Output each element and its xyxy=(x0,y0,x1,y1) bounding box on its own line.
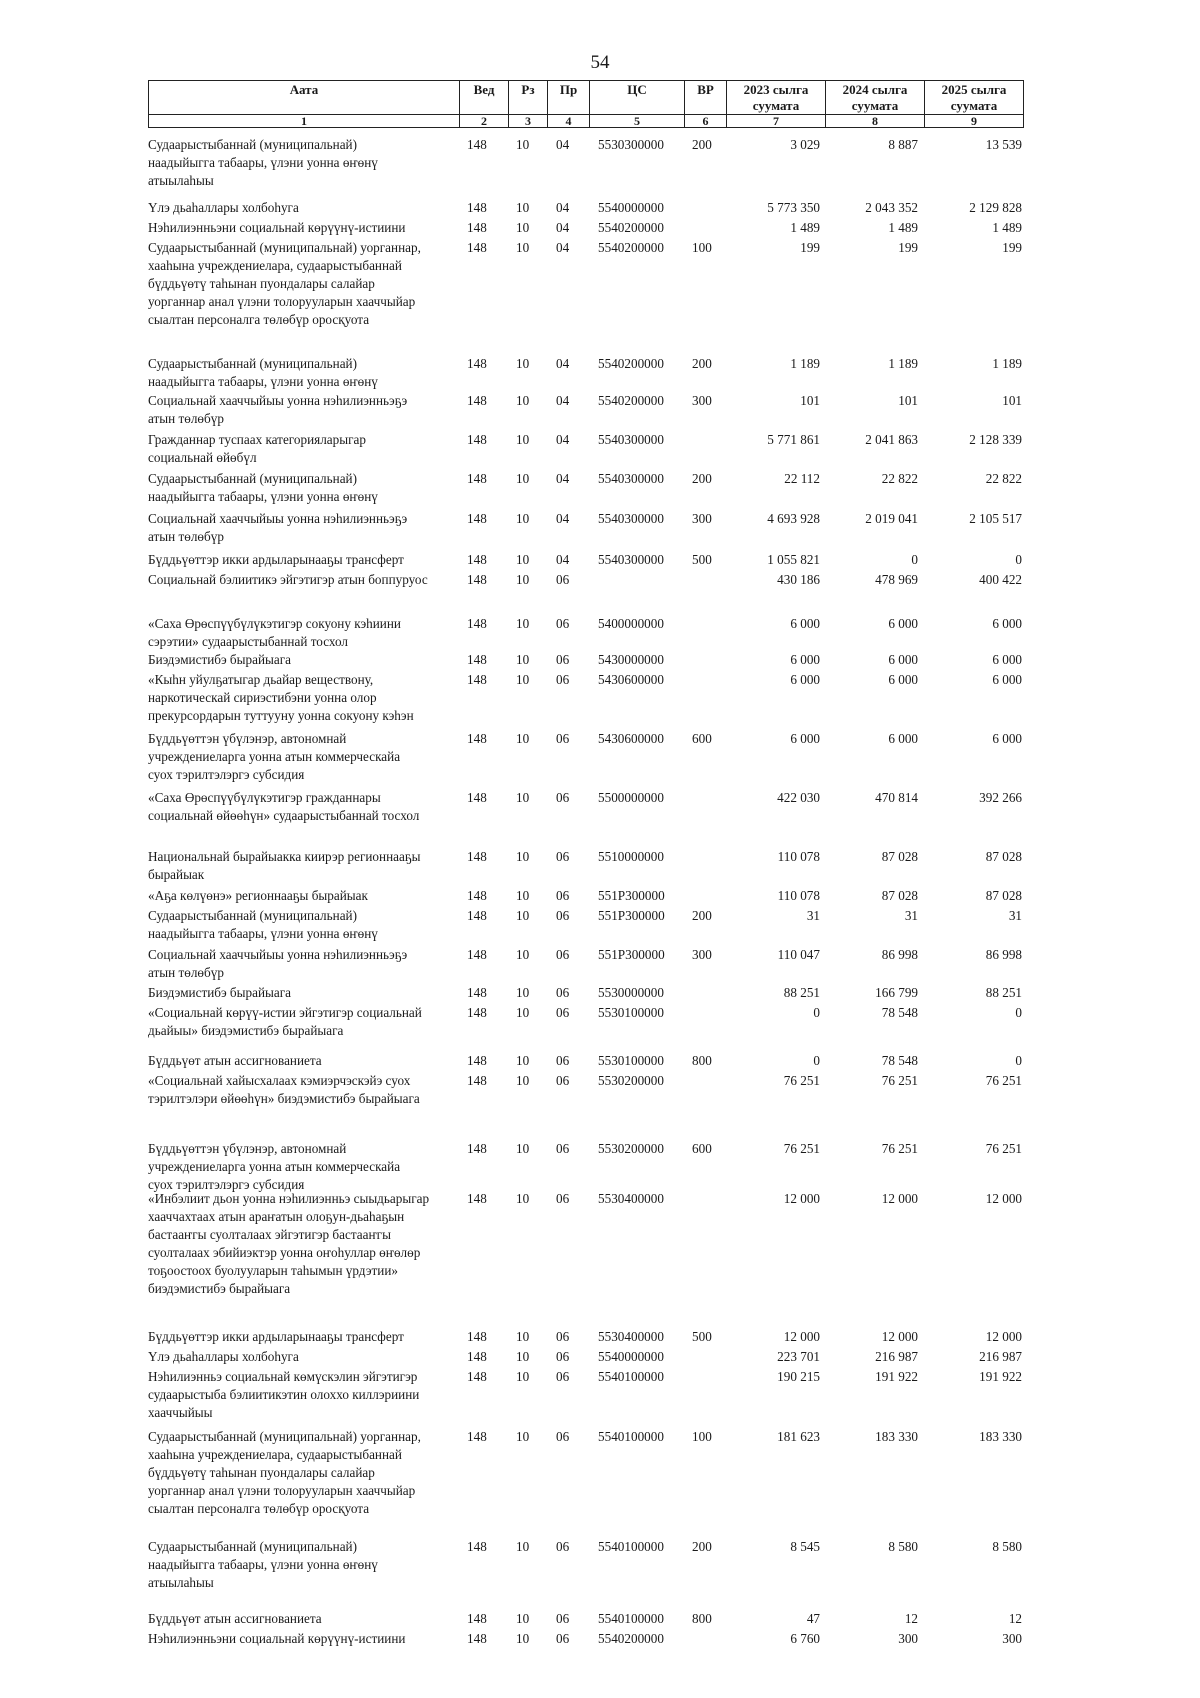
row-pr-cell: 04 xyxy=(556,137,570,152)
header-ved: Вед xyxy=(460,81,509,115)
row-y2024-cell: 6 000 xyxy=(888,731,918,746)
row-y2024-cell: 78 548 xyxy=(881,1005,918,1020)
row-y2024-cell: 199 xyxy=(898,240,918,255)
row-ved-cell: 148 xyxy=(467,1073,487,1088)
row-y2025-cell: 216 987 xyxy=(979,1349,1022,1364)
row-y2024-cell: 0 xyxy=(911,552,918,567)
row-y2024-cell: 8 580 xyxy=(888,1539,918,1554)
row-rz-cell: 10 xyxy=(516,985,530,1000)
row-y2024-cell: 478 969 xyxy=(875,572,918,587)
row-name-cell: Үлэ дьаһаллары холбоһуга xyxy=(148,1349,299,1364)
row-y2025-cell: 199 xyxy=(1002,240,1022,255)
row-ved-cell: 148 xyxy=(467,1053,487,1068)
row-rz-cell: 10 xyxy=(516,137,530,152)
row-y2024-cell: 12 xyxy=(904,1611,918,1626)
header-number: 9 xyxy=(925,115,1024,128)
table-header xyxy=(148,80,1024,128)
row-cs-cell: 5540300000 xyxy=(598,471,664,486)
row-cs-cell: 5530000000 xyxy=(598,985,664,1000)
row-name-cell: Судаарыстыбаннай (муниципальнай) уорганнар, хааһына учреждениелара, судаарыстыбаннай бүддьүөтү таһынан пуондалары салайар уорганнар анал үлэни толорууларын хааччыйар сыалтан персоналга төлөбүр оросқуота xyxy=(148,240,421,327)
row-pr-cell: 06 xyxy=(556,652,570,667)
row-y2024-cell: 22 822 xyxy=(881,471,918,486)
row-y2023-cell: 5 773 350 xyxy=(767,200,820,215)
row-name-cell: Биэдэмистибэ бырайыага xyxy=(148,985,291,1000)
row-name-cell: Социальнай хааччыйыы уонна нэһилиэнньэҕэ атын төлөбүр xyxy=(148,393,408,426)
row-ved-cell: 148 xyxy=(467,356,487,371)
row-rz-cell: 10 xyxy=(516,1369,530,1384)
row-pr-cell: 06 xyxy=(556,731,570,746)
row-ved-cell: 148 xyxy=(467,1329,487,1344)
row-y2025-cell: 1 489 xyxy=(992,220,1022,235)
header-rz: Рз xyxy=(509,81,548,115)
row-y2023-cell: 6 000 xyxy=(790,616,820,631)
header-vr: ВР xyxy=(685,81,727,115)
row-pr-cell: 06 xyxy=(556,1429,570,1444)
row-y2025-cell: 0 xyxy=(1015,552,1022,567)
row-pr-cell: 06 xyxy=(556,1611,570,1626)
row-y2023-cell: 0 xyxy=(813,1053,820,1068)
row-pr-cell: 06 xyxy=(556,1141,570,1156)
header-number: 8 xyxy=(826,115,925,128)
row-y2024-cell: 86 998 xyxy=(881,947,918,962)
row-y2024-cell: 76 251 xyxy=(881,1141,918,1156)
row-name-cell: «Саха Өрөспүүбүлүкэтигэр сокуону кэһиини сэрэтии» судаарыстыбаннай тосхол xyxy=(148,616,401,649)
row-name-cell: Биэдэмистибэ бырайыага xyxy=(148,652,291,667)
row-cs-cell: 5540200000 xyxy=(598,356,664,371)
header-number: 2 xyxy=(460,115,509,128)
row-y2023-cell: 6 000 xyxy=(790,652,820,667)
row-pr-cell: 06 xyxy=(556,616,570,631)
row-pr-cell: 04 xyxy=(556,220,570,235)
row-y2025-cell: 12 000 xyxy=(985,1191,1022,1206)
row-pr-cell: 06 xyxy=(556,985,570,1000)
row-y2023-cell: 101 xyxy=(800,393,820,408)
row-pr-cell: 06 xyxy=(556,1005,570,1020)
row-vr-cell: 300 xyxy=(692,393,712,408)
row-y2025-cell: 87 028 xyxy=(985,849,1022,864)
row-y2023-cell: 6 000 xyxy=(790,672,820,687)
row-pr-cell: 06 xyxy=(556,1631,570,1646)
row-cs-cell: 5540200000 xyxy=(598,1631,664,1646)
row-ved-cell: 148 xyxy=(467,393,487,408)
row-ved-cell: 148 xyxy=(467,572,487,587)
row-y2023-cell: 1 489 xyxy=(790,220,820,235)
row-ved-cell: 148 xyxy=(467,220,487,235)
row-pr-cell: 06 xyxy=(556,1349,570,1364)
row-y2024-cell: 12 000 xyxy=(881,1329,918,1344)
row-rz-cell: 10 xyxy=(516,731,530,746)
row-pr-cell: 06 xyxy=(556,849,570,864)
row-y2023-cell: 76 251 xyxy=(783,1141,820,1156)
row-rz-cell: 10 xyxy=(516,1349,530,1364)
row-ved-cell: 148 xyxy=(467,1005,487,1020)
row-vr-cell: 200 xyxy=(692,471,712,486)
row-y2025-cell: 8 580 xyxy=(992,1539,1022,1554)
row-ved-cell: 148 xyxy=(467,652,487,667)
row-rz-cell: 10 xyxy=(516,1053,530,1068)
row-name-cell: Бүддьүөт атын ассигнованиета xyxy=(148,1053,322,1068)
row-y2025-cell: 87 028 xyxy=(985,888,1022,903)
row-ved-cell: 148 xyxy=(467,471,487,486)
row-y2024-cell: 87 028 xyxy=(881,888,918,903)
row-ved-cell: 148 xyxy=(467,511,487,526)
row-y2023-cell: 190 215 xyxy=(777,1369,820,1384)
row-y2023-cell: 47 xyxy=(806,1611,820,1626)
row-ved-cell: 148 xyxy=(467,947,487,962)
row-name-cell: Судаарыстыбаннай (муниципальнай) наадыйыгга табаары, үлэни уонна өҥөнү xyxy=(148,471,378,504)
row-y2025-cell: 2 105 517 xyxy=(969,511,1022,526)
row-pr-cell: 06 xyxy=(556,1329,570,1344)
row-rz-cell: 10 xyxy=(516,1073,530,1088)
row-cs-cell: 5530400000 xyxy=(598,1329,664,1344)
row-y2023-cell: 4 693 928 xyxy=(767,511,820,526)
row-rz-cell: 10 xyxy=(516,200,530,215)
row-rz-cell: 10 xyxy=(516,552,530,567)
row-y2024-cell: 1 489 xyxy=(888,220,918,235)
row-y2024-cell: 78 548 xyxy=(881,1053,918,1068)
row-name-cell: «Социальнай хайысхалаах кэмиэрчэскэйэ суох тэрилтэлэри өйөөһүн» биэдэмистибэ бырайыага xyxy=(148,1073,420,1106)
header-name: Аата xyxy=(149,81,460,115)
row-pr-cell: 04 xyxy=(556,393,570,408)
row-rz-cell: 10 xyxy=(516,471,530,486)
row-y2025-cell: 76 251 xyxy=(985,1073,1022,1088)
row-cs-cell: 5540100000 xyxy=(598,1611,664,1626)
row-name-cell: Бүддьүөттэн үбүлэнэр, автономнай учреждениеларга уонна атын коммерческайа суох тэрилтэлэргэ субсидия xyxy=(148,731,401,782)
row-ved-cell: 148 xyxy=(467,790,487,805)
row-y2025-cell: 1 189 xyxy=(992,356,1022,371)
row-ved-cell: 148 xyxy=(467,616,487,631)
row-y2025-cell: 6 000 xyxy=(992,672,1022,687)
header-y2025: 2025 сылга суумата xyxy=(925,81,1024,115)
row-name-cell: Судаарыстыбаннай (муниципальнай) наадыйыгга табаары, үлэни уонна өҥөнү атыылаһыы xyxy=(148,137,378,188)
row-pr-cell: 06 xyxy=(556,572,570,587)
row-ved-cell: 148 xyxy=(467,552,487,567)
row-y2025-cell: 13 539 xyxy=(985,137,1022,152)
row-pr-cell: 06 xyxy=(556,1369,570,1384)
row-y2025-cell: 12 xyxy=(1008,1611,1022,1626)
row-y2023-cell: 12 000 xyxy=(783,1329,820,1344)
row-y2025-cell: 300 xyxy=(1002,1631,1022,1646)
header-cs: ЦС xyxy=(590,81,685,115)
row-rz-cell: 10 xyxy=(516,393,530,408)
row-y2023-cell: 3 029 xyxy=(790,137,820,152)
row-pr-cell: 06 xyxy=(556,1053,570,1068)
row-y2024-cell: 8 887 xyxy=(888,137,918,152)
row-rz-cell: 10 xyxy=(516,1191,530,1206)
row-cs-cell: 5540200000 xyxy=(598,240,664,255)
row-y2023-cell: 181 623 xyxy=(777,1429,820,1444)
row-cs-cell: 5540300000 xyxy=(598,432,664,447)
row-cs-cell: 5430000000 xyxy=(598,652,664,667)
row-y2024-cell: 216 987 xyxy=(875,1349,918,1364)
row-y2023-cell: 430 186 xyxy=(777,572,820,587)
row-y2025-cell: 191 922 xyxy=(979,1369,1022,1384)
row-rz-cell: 10 xyxy=(516,432,530,447)
row-y2024-cell: 183 330 xyxy=(875,1429,918,1444)
row-cs-cell: 5540000000 xyxy=(598,1349,664,1364)
row-y2025-cell: 31 xyxy=(1008,908,1022,923)
row-cs-cell: 5540200000 xyxy=(598,220,664,235)
row-rz-cell: 10 xyxy=(516,1005,530,1020)
row-y2024-cell: 6 000 xyxy=(888,672,918,687)
row-pr-cell: 06 xyxy=(556,672,570,687)
row-y2025-cell: 6 000 xyxy=(992,616,1022,631)
row-ved-cell: 148 xyxy=(467,1611,487,1626)
row-y2023-cell: 31 xyxy=(806,908,820,923)
row-pr-cell: 04 xyxy=(556,200,570,215)
row-name-cell: «Аҕа көлүөнэ» регионнааҕы бырайыак xyxy=(148,888,368,903)
row-name-cell: Социальнай хааччыйыы уонна нэһилиэнньэҕэ атын төлөбүр xyxy=(148,947,408,980)
row-name-cell: Үлэ дьаһаллары холбоһуга xyxy=(148,200,299,215)
row-cs-cell: 5540200000 xyxy=(598,393,664,408)
row-y2024-cell: 166 799 xyxy=(875,985,918,1000)
row-rz-cell: 10 xyxy=(516,616,530,631)
row-y2025-cell: 183 330 xyxy=(979,1429,1022,1444)
row-name-cell: Социальнай хааччыйыы уонна нэһилиэнньэҕэ атын төлөбүр xyxy=(148,511,408,544)
row-rz-cell: 10 xyxy=(516,511,530,526)
row-y2025-cell: 86 998 xyxy=(985,947,1022,962)
row-y2023-cell: 110 078 xyxy=(777,888,820,903)
page-number: 54 xyxy=(590,52,610,73)
row-pr-cell: 06 xyxy=(556,790,570,805)
row-rz-cell: 10 xyxy=(516,240,530,255)
row-rz-cell: 10 xyxy=(516,672,530,687)
row-y2024-cell: 2 043 352 xyxy=(865,200,918,215)
row-vr-cell: 500 xyxy=(692,552,712,567)
row-name-cell: Нэһилиэнньэ социальнай көмүскэлин эйгэтигэр судаарыстыба бэлиитикэтин олоххо киллэриини хааччыйыы xyxy=(148,1369,420,1420)
row-cs-cell: 5540300000 xyxy=(598,552,664,567)
row-vr-cell: 200 xyxy=(692,137,712,152)
row-name-cell: «Саха Өрөспүүбүлүкэтигэр гражданнары социальнай өйөөһүн» судаарыстыбаннай тосхол xyxy=(148,790,420,823)
row-pr-cell: 04 xyxy=(556,356,570,371)
row-y2023-cell: 110 078 xyxy=(777,849,820,864)
row-name-cell: «Кыһн уйулҕатыгар дьайар веществону, наркотическай сириэстибэни уонна олор прекурсордарын туттууну уонна сокуону кэһэн xyxy=(148,672,414,723)
row-name-cell: Нэһилиэнньэни социальнай көрүүнү-истиини xyxy=(148,1631,406,1646)
row-vr-cell: 100 xyxy=(692,1429,712,1444)
row-name-cell: Национальнай бырайыакка киирэр регионнааҕы бырайыак xyxy=(148,849,421,882)
row-rz-cell: 10 xyxy=(516,1539,530,1554)
row-rz-cell: 10 xyxy=(516,908,530,923)
row-name-cell: Бүддьүөттэр икки ардыларынааҕы трансферт xyxy=(148,1329,404,1344)
row-ved-cell: 148 xyxy=(467,1141,487,1156)
row-name-cell: Бүддьүөт атын ассигнованиета xyxy=(148,1611,322,1626)
row-rz-cell: 10 xyxy=(516,947,530,962)
row-rz-cell: 10 xyxy=(516,652,530,667)
row-ved-cell: 148 xyxy=(467,672,487,687)
row-pr-cell: 06 xyxy=(556,1073,570,1088)
row-cs-cell: 5540000000 xyxy=(598,200,664,215)
row-y2025-cell: 101 xyxy=(1002,393,1022,408)
row-rz-cell: 10 xyxy=(516,1141,530,1156)
row-y2025-cell: 6 000 xyxy=(992,652,1022,667)
row-cs-cell: 551Р300000 xyxy=(598,888,665,903)
row-vr-cell: 600 xyxy=(692,1141,712,1156)
row-pr-cell: 06 xyxy=(556,947,570,962)
row-cs-cell: 5540100000 xyxy=(598,1429,664,1444)
row-y2025-cell: 2 128 339 xyxy=(969,432,1022,447)
row-y2025-cell: 6 000 xyxy=(992,731,1022,746)
row-vr-cell: 500 xyxy=(692,1329,712,1344)
row-pr-cell: 04 xyxy=(556,552,570,567)
row-pr-cell: 04 xyxy=(556,432,570,447)
row-y2023-cell: 199 xyxy=(800,240,820,255)
row-ved-cell: 148 xyxy=(467,432,487,447)
row-y2023-cell: 5 771 861 xyxy=(767,432,820,447)
row-y2025-cell: 2 129 828 xyxy=(969,200,1022,215)
row-vr-cell: 100 xyxy=(692,240,712,255)
row-y2023-cell: 1 189 xyxy=(790,356,820,371)
row-y2023-cell: 0 xyxy=(813,1005,820,1020)
row-vr-cell: 300 xyxy=(692,947,712,962)
row-ved-cell: 148 xyxy=(467,888,487,903)
row-y2024-cell: 300 xyxy=(898,1631,918,1646)
row-cs-cell: 551Р300000 xyxy=(598,947,665,962)
row-y2023-cell: 22 112 xyxy=(784,471,820,486)
row-cs-cell: 5530200000 xyxy=(598,1141,664,1156)
row-pr-cell: 06 xyxy=(556,888,570,903)
row-rz-cell: 10 xyxy=(516,790,530,805)
row-y2024-cell: 76 251 xyxy=(881,1073,918,1088)
row-cs-cell: 5540300000 xyxy=(598,511,664,526)
row-y2024-cell: 6 000 xyxy=(888,652,918,667)
row-y2024-cell: 2 019 041 xyxy=(865,511,918,526)
row-y2025-cell: 0 xyxy=(1015,1005,1022,1020)
row-ved-cell: 148 xyxy=(467,1539,487,1554)
row-cs-cell: 5530100000 xyxy=(598,1053,664,1068)
row-rz-cell: 10 xyxy=(516,356,530,371)
row-y2025-cell: 400 422 xyxy=(979,572,1022,587)
row-y2025-cell: 392 266 xyxy=(979,790,1022,805)
header-number: 5 xyxy=(590,115,685,128)
row-ved-cell: 148 xyxy=(467,200,487,215)
header-number: 6 xyxy=(685,115,727,128)
row-ved-cell: 148 xyxy=(467,1429,487,1444)
row-name-cell: Судаарыстыбаннай (муниципальнай) наадыйыгга табаары, үлэни уонна өҥөнү атыылаһыы xyxy=(148,1539,378,1590)
row-rz-cell: 10 xyxy=(516,1611,530,1626)
row-vr-cell: 600 xyxy=(692,731,712,746)
row-name-cell: Гражданнар туспаах категорияларыгар социальнай өйөбүл xyxy=(148,432,366,465)
row-name-cell: Бүддьүөттэн үбүлэнэр, автономнай учреждениеларга уонна атын коммерческайа суох тэрилтэлэргэ субсидия xyxy=(148,1141,401,1192)
row-y2024-cell: 2 041 863 xyxy=(865,432,918,447)
header-pr: Пр xyxy=(548,81,590,115)
row-y2023-cell: 422 030 xyxy=(777,790,820,805)
row-ved-cell: 148 xyxy=(467,1631,487,1646)
row-rz-cell: 10 xyxy=(516,1631,530,1646)
row-cs-cell: 5540100000 xyxy=(598,1539,664,1554)
header-number: 7 xyxy=(727,115,826,128)
row-cs-cell: 5500000000 xyxy=(598,790,664,805)
row-rz-cell: 10 xyxy=(516,1329,530,1344)
row-cs-cell: 5530400000 xyxy=(598,1191,664,1206)
row-vr-cell: 200 xyxy=(692,1539,712,1554)
row-cs-cell: 5510000000 xyxy=(598,849,664,864)
row-name-cell: Нэһилиэнньэни социальнай көрүүнү-истиини xyxy=(148,220,406,235)
row-pr-cell: 04 xyxy=(556,471,570,486)
row-ved-cell: 148 xyxy=(467,849,487,864)
row-ved-cell: 148 xyxy=(467,240,487,255)
row-name-cell: Судаарыстыбаннай (муниципальнай) наадыйыгга табаары, үлэни уонна өҥөнү xyxy=(148,356,378,389)
header-y2023: 2023 сылга суумата xyxy=(727,81,826,115)
row-y2023-cell: 1 055 821 xyxy=(767,552,820,567)
row-y2023-cell: 8 545 xyxy=(790,1539,820,1554)
row-y2025-cell: 22 822 xyxy=(985,471,1022,486)
row-vr-cell: 800 xyxy=(692,1053,712,1068)
row-y2023-cell: 6 000 xyxy=(790,731,820,746)
row-vr-cell: 300 xyxy=(692,511,712,526)
row-name-cell: «Инбэлиит дьон уонна нэһилиэнньэ сыыдьарыгар хааччахтаах атын араҥатын олоҕун-дьаһаҕын бастааҥгы суолталаах эйгэтигэр бастааҥгы суолталаах эбийиэктэр уонна оҥоһуллар өҥөлөр тоҕоостоох буолууларын таһымын үрдэтии» биэдэмистибэ бырайыага xyxy=(148,1191,430,1296)
row-y2023-cell: 76 251 xyxy=(783,1073,820,1088)
row-name-cell: «Социальнай көрүү-истии эйгэтигэр социальнай дьайыы» биэдэмистибэ бырайыага xyxy=(148,1005,422,1038)
row-rz-cell: 10 xyxy=(516,849,530,864)
row-cs-cell: 5530300000 xyxy=(598,137,664,152)
row-y2025-cell: 0 xyxy=(1015,1053,1022,1068)
row-ved-cell: 148 xyxy=(467,985,487,1000)
row-y2023-cell: 6 760 xyxy=(790,1631,820,1646)
row-y2024-cell: 87 028 xyxy=(881,849,918,864)
row-y2024-cell: 191 922 xyxy=(875,1369,918,1384)
row-name-cell: Судаарыстыбаннай (муниципальнай) наадыйыгга табаары, үлэни уонна өҥөнү xyxy=(148,908,378,941)
row-ved-cell: 148 xyxy=(467,1349,487,1364)
row-y2023-cell: 88 251 xyxy=(783,985,820,1000)
row-cs-cell: 5530100000 xyxy=(598,1005,664,1020)
row-name-cell: Бүддьүөттэр икки ардыларынааҕы трансферт xyxy=(148,552,404,567)
row-cs-cell: 551Р300000 xyxy=(598,908,665,923)
row-pr-cell: 06 xyxy=(556,908,570,923)
row-cs-cell: 5400000000 xyxy=(598,616,664,631)
row-y2025-cell: 12 000 xyxy=(985,1329,1022,1344)
row-y2024-cell: 1 189 xyxy=(888,356,918,371)
row-rz-cell: 10 xyxy=(516,1429,530,1444)
row-cs-cell: 5430600000 xyxy=(598,731,664,746)
row-y2024-cell: 31 xyxy=(904,908,918,923)
row-y2024-cell: 6 000 xyxy=(888,616,918,631)
row-cs-cell: 5430600000 xyxy=(598,672,664,687)
row-pr-cell: 06 xyxy=(556,1191,570,1206)
row-y2023-cell: 12 000 xyxy=(783,1191,820,1206)
row-y2023-cell: 223 701 xyxy=(777,1349,820,1364)
row-pr-cell: 06 xyxy=(556,1539,570,1554)
row-ved-cell: 148 xyxy=(467,137,487,152)
header-number: 3 xyxy=(509,115,548,128)
row-ved-cell: 148 xyxy=(467,1369,487,1384)
row-pr-cell: 04 xyxy=(556,240,570,255)
row-rz-cell: 10 xyxy=(516,888,530,903)
row-y2024-cell: 470 814 xyxy=(875,790,918,805)
row-rz-cell: 10 xyxy=(516,220,530,235)
row-y2025-cell: 76 251 xyxy=(985,1141,1022,1156)
row-vr-cell: 800 xyxy=(692,1611,712,1626)
row-y2025-cell: 88 251 xyxy=(985,985,1022,1000)
row-pr-cell: 04 xyxy=(556,511,570,526)
header-number: 1 xyxy=(149,115,460,128)
row-y2024-cell: 101 xyxy=(898,393,918,408)
row-y2024-cell: 12 000 xyxy=(881,1191,918,1206)
row-name-cell: Судаарыстыбаннай (муниципальнай) уорганнар, хааһына учреждениелара, судаарыстыбаннай бүддьүөтү таһынан пуондалары салайар уорганнар анал үлэни толорууларын хааччыйар сыалтан персоналга төлөбүр оросқуота xyxy=(148,1429,421,1516)
row-y2023-cell: 110 047 xyxy=(777,947,820,962)
header-y2024: 2024 сылга суумата xyxy=(826,81,925,115)
row-vr-cell: 200 xyxy=(692,908,712,923)
row-ved-cell: 148 xyxy=(467,908,487,923)
row-ved-cell: 148 xyxy=(467,1191,487,1206)
row-cs-cell: 5530200000 xyxy=(598,1073,664,1088)
row-cs-cell: 5540100000 xyxy=(598,1369,664,1384)
row-name-cell: Социальнай бэлиитикэ эйгэтигэр атын боппуруос xyxy=(148,572,428,587)
row-vr-cell: 200 xyxy=(692,356,712,371)
header-number: 4 xyxy=(548,115,590,128)
row-rz-cell: 10 xyxy=(516,572,530,587)
row-ved-cell: 148 xyxy=(467,731,487,746)
